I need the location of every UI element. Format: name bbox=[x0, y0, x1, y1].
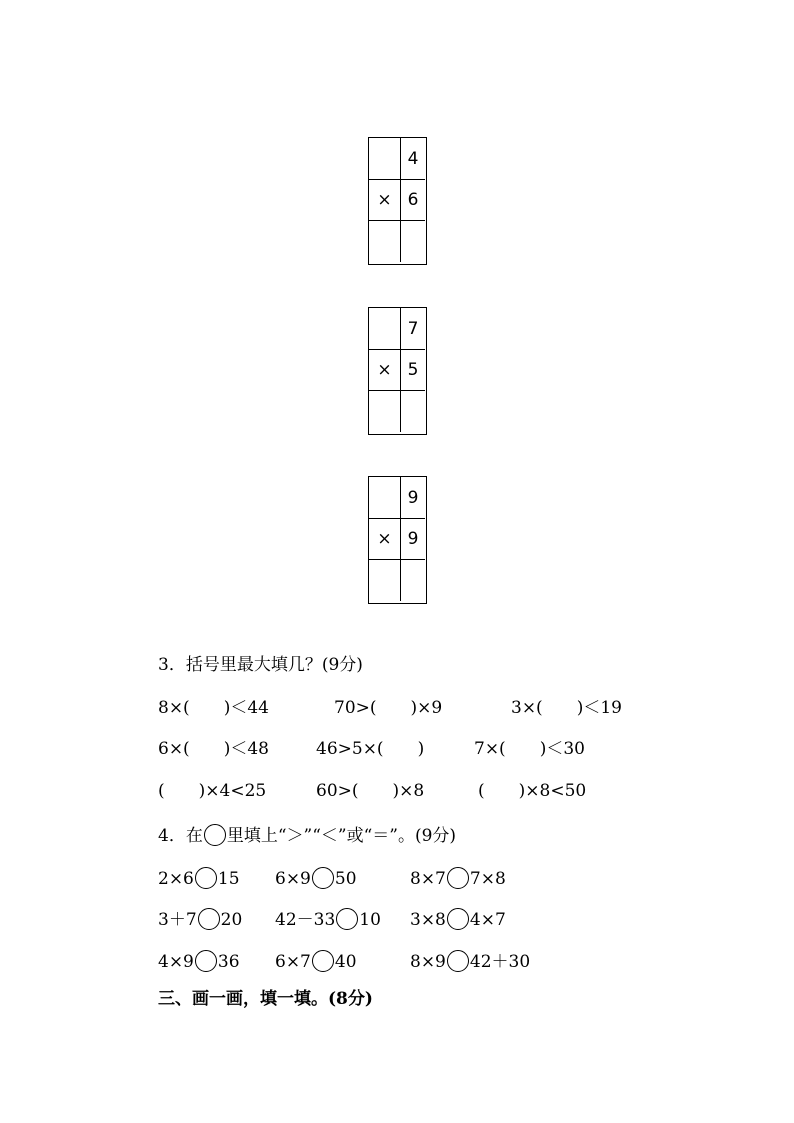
grid-bottom-digit: 5 bbox=[401, 350, 425, 391]
compare-circle[interactable] bbox=[447, 867, 469, 889]
compare-left: 3＋7 bbox=[158, 910, 197, 930]
compare-right: 4×7 bbox=[469, 910, 506, 930]
grid-bottom-digit: 6 bbox=[401, 180, 425, 221]
compare-left: 8×7 bbox=[410, 869, 446, 889]
compare-right: 20 bbox=[220, 910, 243, 930]
grid-answer-cell[interactable] bbox=[401, 391, 425, 432]
compare-right: 15 bbox=[217, 869, 240, 889]
compare-item bbox=[158, 950, 240, 972]
compare-circle[interactable] bbox=[447, 908, 469, 930]
section-three-title: 三、画一画，填一填。(8分) bbox=[158, 989, 373, 1009]
grid-top-digit: 4 bbox=[401, 138, 425, 180]
section3-item: 46>5×( ) bbox=[316, 739, 425, 759]
compare-circle[interactable] bbox=[312, 950, 334, 972]
section3-item: 7×( )＜30 bbox=[474, 739, 585, 759]
compare-item bbox=[410, 950, 530, 972]
multiplication-grid-2 bbox=[368, 307, 427, 435]
compare-circle[interactable] bbox=[447, 950, 469, 972]
grid-operator: × bbox=[369, 519, 401, 560]
grid-operator: × bbox=[369, 350, 401, 391]
compare-item bbox=[158, 867, 240, 889]
compare-circle[interactable] bbox=[336, 908, 358, 930]
compare-circle-icon bbox=[204, 824, 226, 846]
grid-top-digit: 7 bbox=[401, 308, 425, 350]
compare-circle[interactable] bbox=[198, 908, 220, 930]
compare-left: 4×9 bbox=[158, 952, 194, 972]
section3-item: ( )×4<25 bbox=[158, 781, 267, 801]
section4-title bbox=[158, 824, 456, 846]
multiplication-grid-1 bbox=[368, 137, 427, 265]
grid-blank-cell[interactable] bbox=[369, 138, 401, 180]
section3-item: 70>( )×9 bbox=[334, 698, 443, 718]
compare-left: 2×6 bbox=[158, 869, 194, 889]
compare-item bbox=[158, 908, 242, 930]
compare-right: 36 bbox=[217, 952, 240, 972]
compare-right: 7×8 bbox=[469, 869, 506, 889]
compare-item bbox=[275, 867, 357, 889]
grid-answer-cell[interactable] bbox=[369, 560, 401, 601]
grid-answer-cell[interactable] bbox=[401, 221, 425, 262]
grid-answer-cell[interactable] bbox=[401, 560, 425, 601]
section4-title-prefix: 4．在 bbox=[158, 826, 203, 846]
section3-item: ( )×8<50 bbox=[478, 781, 587, 801]
compare-item bbox=[410, 867, 506, 889]
grid-operator: × bbox=[369, 180, 401, 221]
compare-right: 10 bbox=[359, 910, 381, 930]
section4-title-suffix: 里填上“＞”“＜”或“＝”。(9分) bbox=[226, 826, 457, 846]
compare-item bbox=[275, 950, 357, 972]
section3-item: 3×( )＜19 bbox=[511, 698, 622, 718]
compare-left: 6×7 bbox=[275, 952, 311, 972]
grid-answer-cell[interactable] bbox=[369, 221, 401, 262]
compare-item bbox=[410, 908, 506, 930]
compare-right: 42＋30 bbox=[469, 952, 531, 972]
section3-item: 8×( )＜44 bbox=[158, 698, 269, 718]
grid-bottom-digit: 9 bbox=[401, 519, 425, 560]
grid-blank-cell[interactable] bbox=[369, 308, 401, 350]
compare-right: 50 bbox=[334, 869, 357, 889]
section3-item: 6×( )＜48 bbox=[158, 739, 269, 759]
compare-left: 6×9 bbox=[275, 869, 311, 889]
grid-top-digit: 9 bbox=[401, 477, 425, 519]
section3-item: 60>( )×8 bbox=[316, 781, 425, 801]
compare-circle[interactable] bbox=[195, 950, 217, 972]
compare-circle[interactable] bbox=[195, 867, 217, 889]
section3-title: 3．括号里最大填几？(9分) bbox=[158, 655, 363, 675]
grid-answer-cell[interactable] bbox=[369, 391, 401, 432]
compare-circle[interactable] bbox=[312, 867, 334, 889]
compare-item bbox=[275, 908, 381, 930]
compare-left: 42－33 bbox=[275, 910, 336, 930]
multiplication-grid-3 bbox=[368, 476, 427, 604]
compare-right: 40 bbox=[334, 952, 357, 972]
compare-left: 3×8 bbox=[410, 910, 446, 930]
compare-left: 8×9 bbox=[410, 952, 446, 972]
grid-blank-cell[interactable] bbox=[369, 477, 401, 519]
